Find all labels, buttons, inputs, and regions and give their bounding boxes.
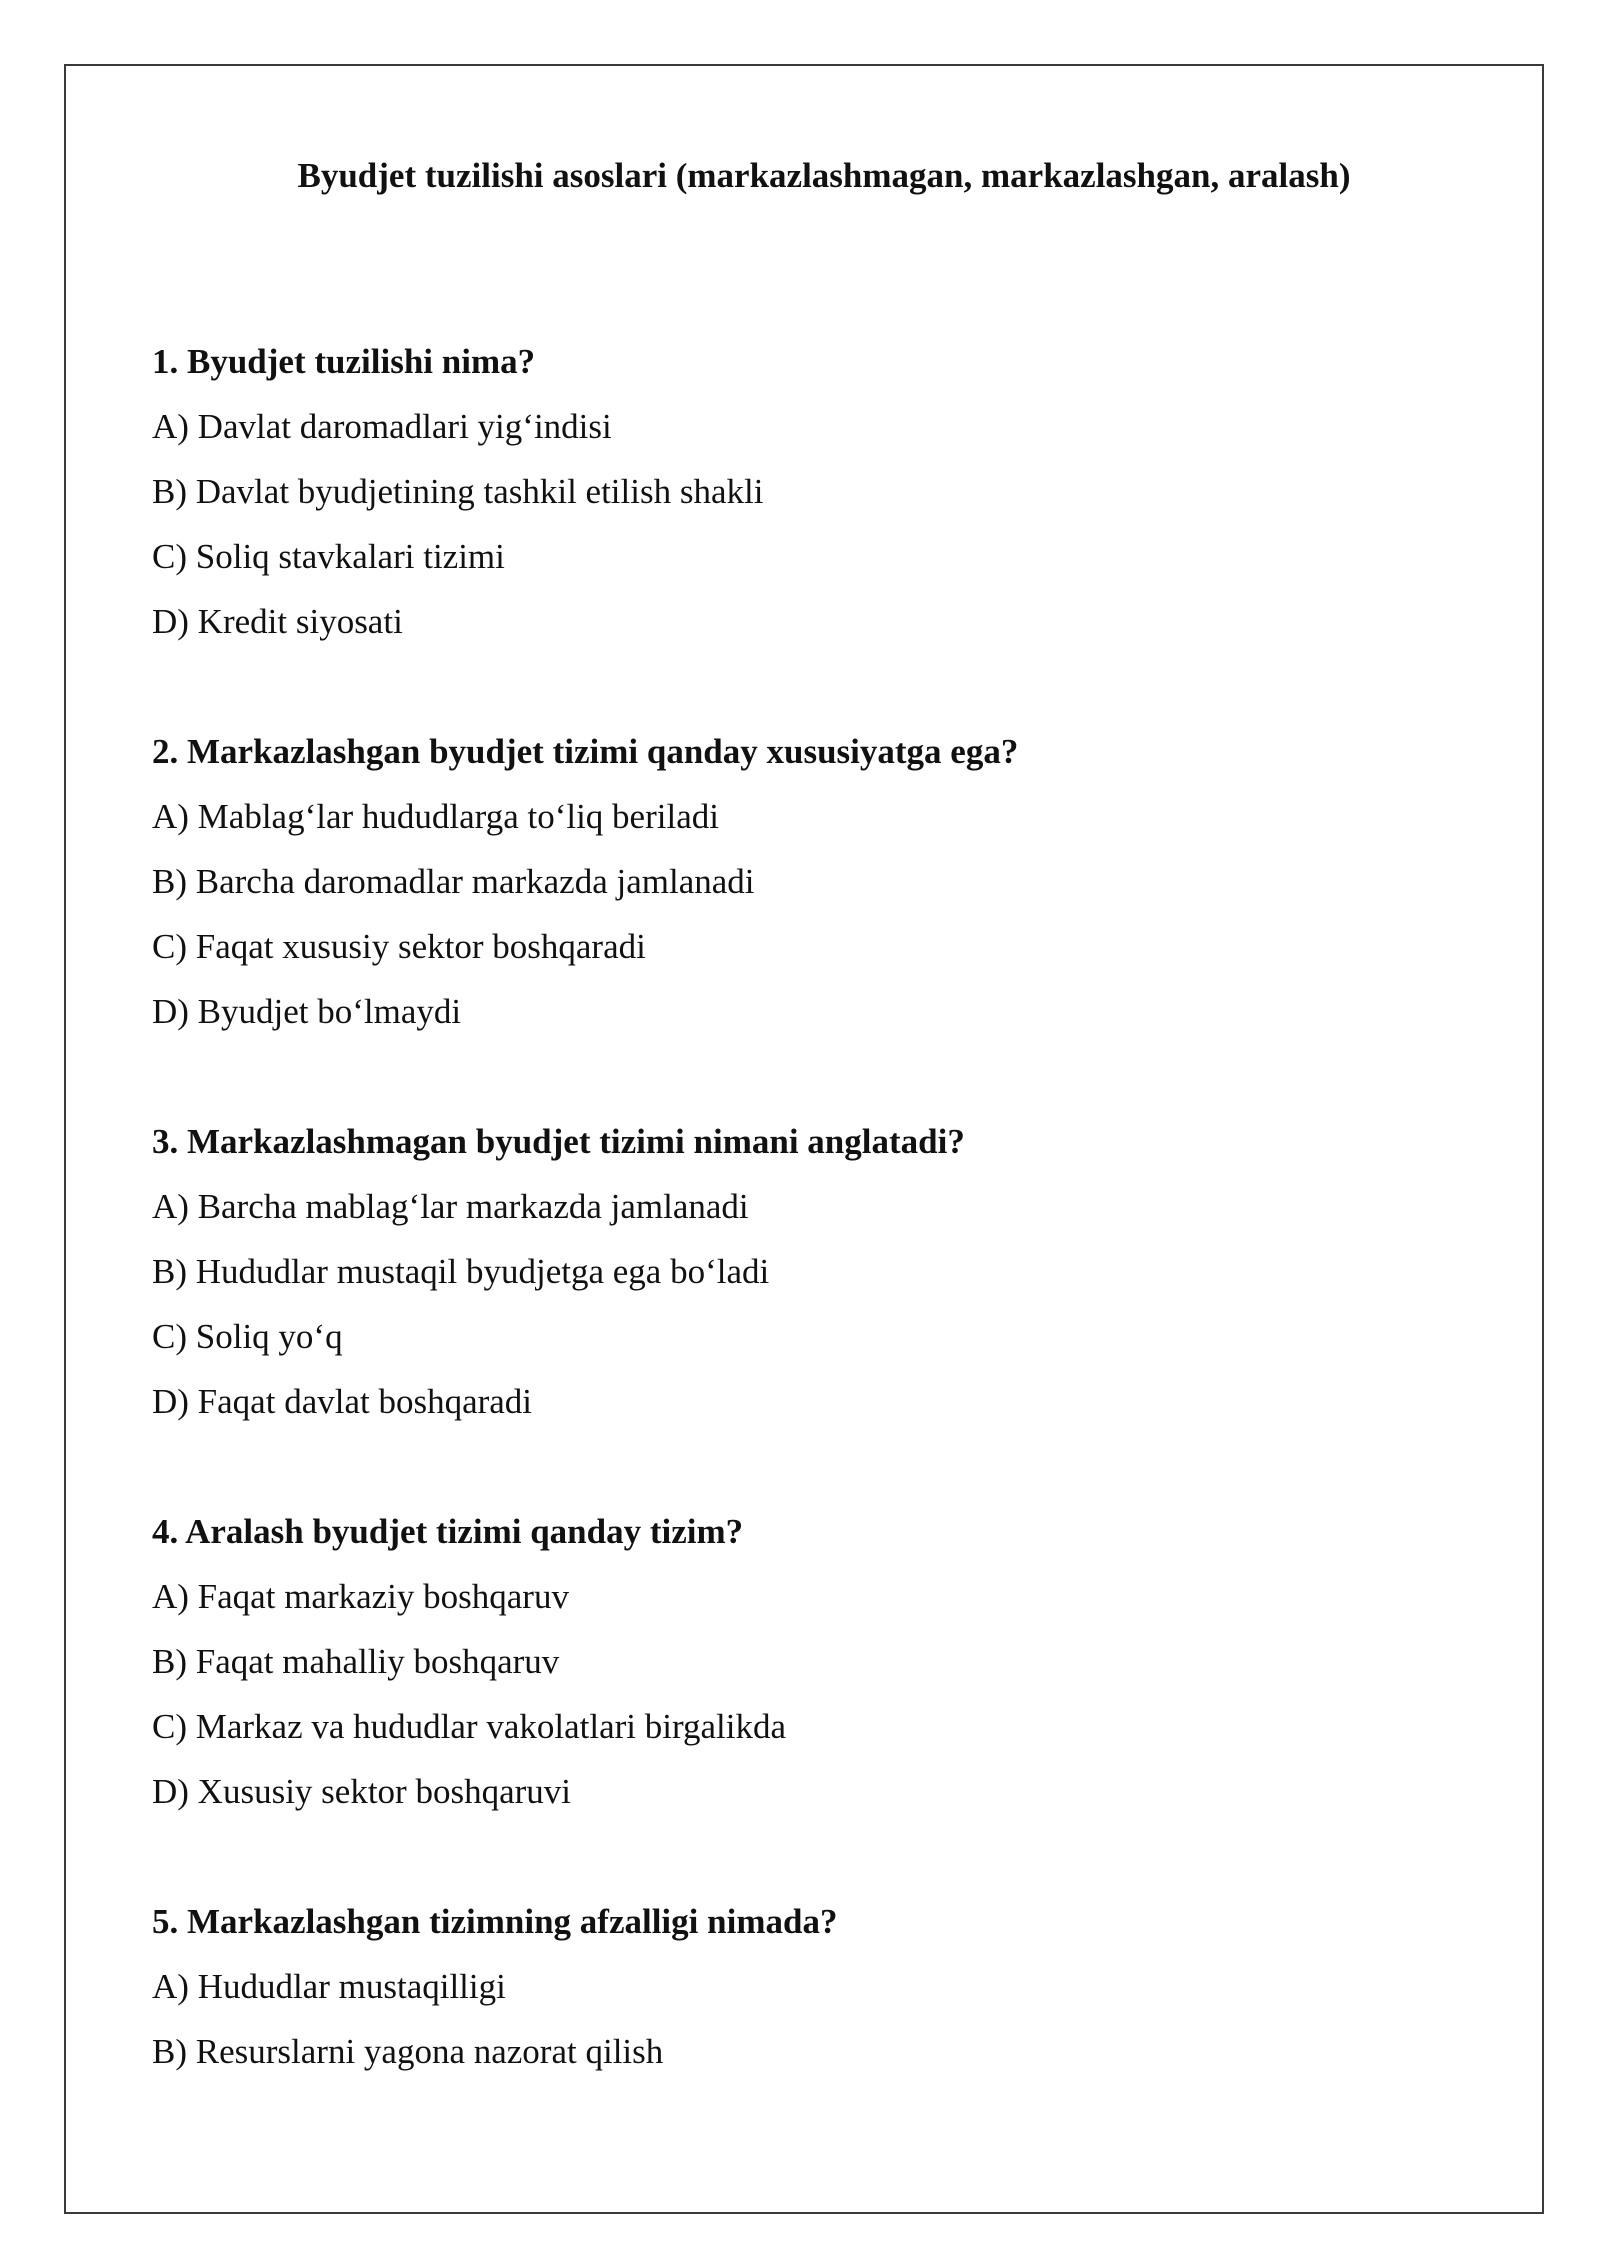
answer-option-d: D) Byudjet bo‘lmaydi <box>152 992 462 1031</box>
answer-option-b: B) Hududlar mustaqil byudjetga ega bo‘ladi <box>152 1252 770 1291</box>
question-text: 4. Aralash byudjet tizimi qanday tizim? <box>152 1512 744 1551</box>
document-title: Byudjet tuzilishi asoslari (markazlashmagan, markazlashgan, aralash) <box>297 156 1351 195</box>
answer-option-c: C) Soliq yo‘q <box>152 1317 343 1356</box>
question-2 <box>152 728 1452 1053</box>
answer-option-c: C) Soliq stavkalari tizimi <box>152 537 505 576</box>
answer-option-c: C) Markaz va hududlar vakolatlari birgalikda <box>152 1707 786 1746</box>
answer-option-b: B) Resurslarni yagona nazorat qilish <box>152 2032 664 2071</box>
answer-option-b: B) Davlat byudjetining tashkil etilish shakli <box>152 472 764 511</box>
question-4 <box>152 1508 1452 1833</box>
answer-option-c: C) Faqat xususiy sektor boshqaradi <box>152 927 646 966</box>
question-3 <box>152 1118 1452 1443</box>
answer-option-d: D) Faqat davlat boshqaradi <box>152 1382 533 1421</box>
question-1 <box>152 338 1452 663</box>
question-text: 3. Markazlashmagan byudjet tizimi nimani anglatadi? <box>152 1122 965 1161</box>
question-text: 5. Markazlashgan tizimning afzalligi nimada? <box>152 1902 838 1941</box>
answer-option-b: B) Faqat mahalliy boshqaruv <box>152 1642 560 1681</box>
answer-option-a: A) Mablag‘lar hududlarga to‘liq beriladi <box>152 797 719 836</box>
question-text: 2. Markazlashgan byudjet tizimi qanday xususiyatga ega? <box>152 732 1019 771</box>
answer-option-a: A) Faqat markaziy boshqaruv <box>152 1577 569 1616</box>
answer-option-a: A) Barcha mablag‘lar markazda jamlanadi <box>152 1187 749 1226</box>
question-list <box>152 338 1452 2158</box>
answer-option-a: A) Hududlar mustaqilligi <box>152 1967 506 2006</box>
answer-option-d: D) Xususiy sektor boshqaruvi <box>152 1772 571 1811</box>
answer-option-b: B) Barcha daromadlar markazda jamlanadi <box>152 862 755 901</box>
answer-option-a: A) Davlat daromadlari yig‘indisi <box>152 407 612 446</box>
answer-option-d: D) Kredit siyosati <box>152 602 403 641</box>
question-5 <box>152 1898 1452 2093</box>
question-text: 1. Byudjet tuzilishi nima? <box>152 342 536 381</box>
